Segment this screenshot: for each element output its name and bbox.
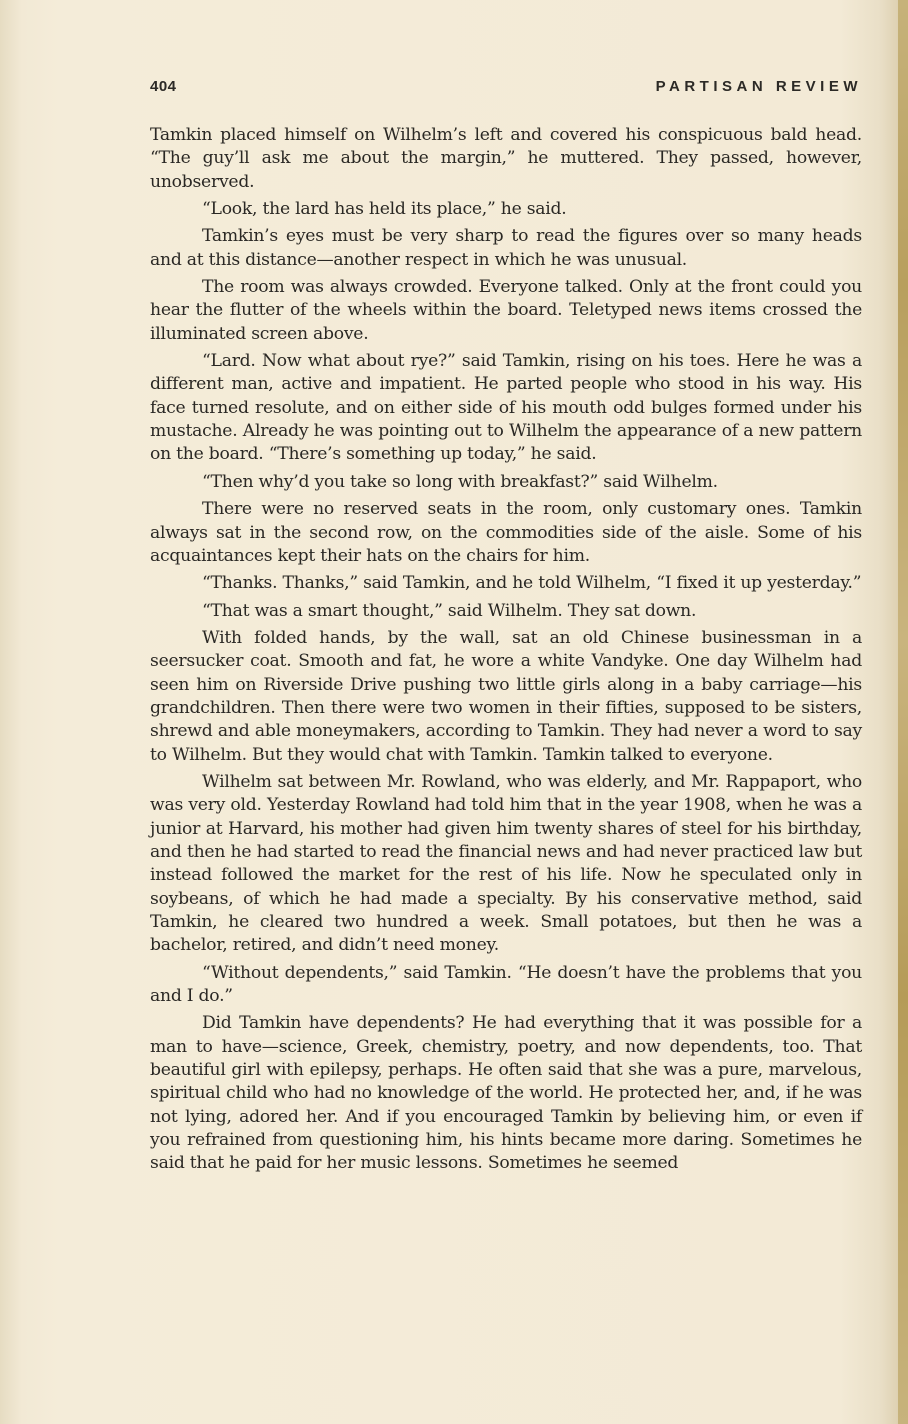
running-head: PARTISAN REVIEW [655,78,862,95]
paragraph: Did Tamkin have dependents? He had everything that it was possible for a man to have—science, Greek, chemistry, poetry, and now dependents, too. That beautiful girl with epilepsy, perhaps. He often said that she was a pure, marvelous, spiritual child who had no knowledge of the world. He protected her, and, if he was not lying, adored her. And if you encouraged Tamkin by believing him, or even if you refrained from questioning him, his hints became more daring. Sometimes he said that he paid for her music lessons. Sometimes he seemed [150,1013,862,1174]
paragraph: Tamkin’s eyes must be very sharp to read the figures over so many heads and at this distance—another respect in which he was unusual. [150,226,862,270]
paragraph: “That was a smart thought,” said Wilhelm. They sat down. [202,600,697,621]
paragraph: “Lard. Now what about rye?” said Tamkin, rising on his toes. Here he was a different man, active and impatient. He parted people who stood in his way. His face turned resolute, and on either side of his mouth odd bulges formed under his mustache. Already he was pointing out to Wilhelm the appearance of a new pattern on the board. “There’s something up today,” he said. [150,351,862,465]
paragraph: There were no reserved seats in the room, only customary ones. Tamkin always sat in the second row, on the commodities side of the aisle. Some of his acquaintances kept their hats on the chairs for him. [150,499,862,566]
paragraph: “Look, the lard has held its place,” he said. [202,199,567,220]
paragraph: “Thanks. Thanks,” said Tamkin, and he told Wilhelm, “I fixed it up yesterday.” [202,573,862,594]
paragraph: With folded hands, by the wall, sat an old Chinese businessman in a seersucker coat. Smooth and fat, he wore a white Vandyke. One day Wilhelm had seen him on Riverside Drive pushing two little girls along in a baby carriage—his grandchildren. Then there were two women in their fifties, supposed to be sisters, shrewd and able moneymakers, according to Tamkin. They had never a word to say to Wilhelm. But they would chat with Tamkin. Tamkin talked to everyone. [150,627,862,765]
body-text [150,124,862,1180]
paragraph: Wilhelm sat between Mr. Rowland, who was elderly, and Mr. Rappaport, who was very old. Yesterday Rowland had told him that in the year 1908, when he was a junior at Harvard, his mother had given him twenty shares of steel for his birthday, and then he had started to read the financial news and had never practiced law but instead followed the market for the rest of his life. Now he speculated only in soybeans, of which he had made a specialty. By his conservative method, said Tamkin, he cleared two hundred a week. Small potatoes, but then he was a bachelor, retired, and didn’t need money. [150,771,862,956]
page-header [150,78,862,100]
page-number: 404 [150,78,177,95]
paragraph: “Then why’d you take so long with breakfast?” said Wilhelm. [202,471,718,492]
paragraph: “Without dependents,” said Tamkin. “He doesn’t have the problems that you and I do.” [150,962,862,1007]
paragraph: The room was always crowded. Everyone talked. Only at the front could you hear the flutter of the wheels within the board. Teletyped news items crossed the illuminated screen above. [150,277,862,344]
page-edge [898,0,908,1424]
paragraph: Tamkin placed himself on Wilhelm’s left and covered his conspicuous bald head. “The guy’ll ask me about the margin,” he muttered. They passed, however, unobserved. [150,125,862,192]
